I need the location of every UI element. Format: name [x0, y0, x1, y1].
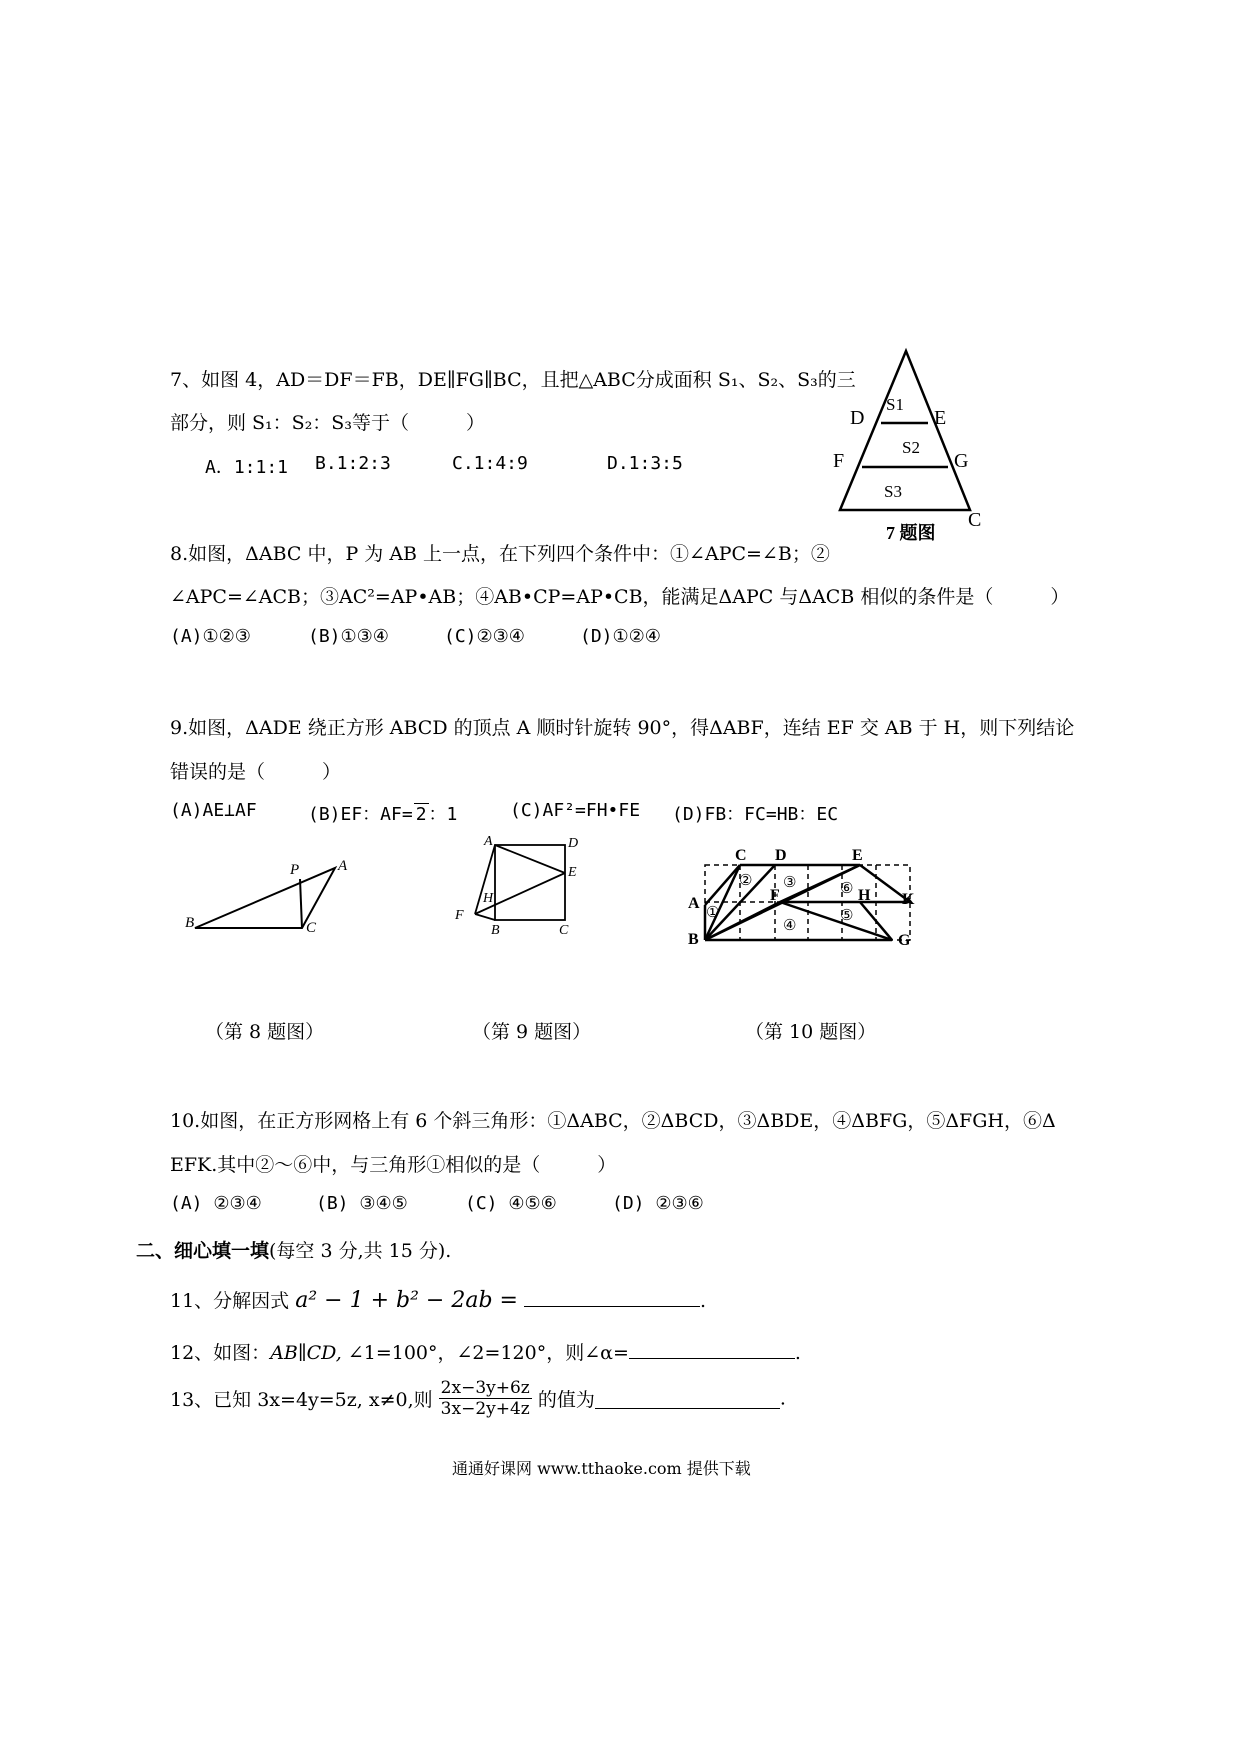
svg-text:S2 — [902, 438, 920, 457]
region-s3: S3 — [884, 482, 902, 501]
q11: 11、分解因式 a² − 1 + b² − 2ab = . — [170, 1288, 707, 1313]
label-k: K — [902, 891, 915, 908]
q7-option-a: A．1:1:1 — [205, 457, 289, 478]
footer: 通通好课网 www.tthaoke.com 提供下载 — [452, 1459, 751, 1478]
q10-option-c: (C) ④⑤⑥ — [465, 1193, 557, 1214]
svg-text:S1 — [886, 395, 904, 414]
label-e: E — [934, 407, 947, 429]
q12-answer-blank[interactable] — [629, 1338, 795, 1359]
label-d: D — [568, 836, 579, 851]
label-g: G — [898, 932, 911, 949]
q10-line1: 10.如图，在正方形网格上有 6 个斜三角形：①ΔABC，②ΔBCD，③ΔBDE，④ΔBFG，⑤ΔFGH，⑥Δ — [170, 1110, 1056, 1132]
q10-option-b: (B) ③④⑤ — [316, 1193, 408, 1214]
section-heading: 二、细心填一填(每空 3 分,共 15 分). — [136, 1240, 452, 1262]
region-s2: S2 — [902, 438, 920, 457]
q9-option-a: (A)AE⊥AF — [170, 800, 257, 821]
label-b: B — [688, 931, 699, 948]
label-a: A — [484, 834, 493, 849]
label-f: F — [833, 450, 845, 472]
label-p: P — [290, 862, 300, 878]
label-f: F — [770, 887, 780, 904]
label-e: E — [568, 865, 577, 880]
q9-option-b: (B)EF：AF= 2 ：1 — [308, 804, 458, 825]
q11-expression: a² − 1 + b² − 2ab = — [295, 1288, 518, 1313]
q9-figure-caption: （第 9 题图） — [472, 1021, 592, 1043]
label-c: C — [306, 920, 317, 936]
svg-text:S3 — [884, 482, 902, 501]
label-h: H — [483, 891, 494, 906]
q13: 13、已知 3x=4y=5z, x≠0,则 $\frac{2x-3y+6z}{3x-2y+4z}$ 的值为 . — [170, 1378, 786, 1419]
q9-option-c: (C)AF²=FH•FE — [510, 800, 641, 821]
q13-fraction: $\frac{2x-3y+6z}{3x-2y+4z}$ — [440, 1378, 530, 1419]
region-1: ① — [706, 905, 720, 921]
q9-line1: 9.如图，ΔADE 绕正方形 ABCD 的顶点 A 顺时针旋转 90°，得ΔABF，连结 EF 交 AB 于 H，则下列结论 — [170, 717, 1075, 739]
q9-option-d: (D)FB：FC=HB：EC — [672, 804, 839, 825]
label-b: B — [491, 923, 500, 938]
region-2: ② — [739, 873, 753, 889]
q12: 12、如图：AB∥CD, ∠1=100°，∠2=120°，则∠α= . — [170, 1338, 801, 1365]
q11-answer-blank[interactable] — [524, 1286, 700, 1307]
q13-answer-blank[interactable] — [595, 1388, 780, 1409]
q8-figure-caption: （第 8 题图） — [205, 1021, 325, 1043]
label-e: E — [852, 847, 863, 864]
q10-figure-caption: （第 10 题图） — [745, 1021, 877, 1043]
q7-triangle-figure — [820, 345, 1000, 545]
q8-option-d: (D)①②④ — [580, 626, 661, 647]
label-c: C — [559, 923, 569, 938]
q9-square-figure — [450, 830, 600, 940]
sqrt-sign: 2 — [415, 804, 427, 825]
q8-option-c: (C)②③④ — [444, 626, 525, 647]
q7-figure-caption: 7 题图 — [886, 523, 936, 543]
label-a: A — [338, 858, 348, 874]
q8-option-b: (B)①③④ — [308, 626, 389, 647]
q7-option-b: B.1:2:3 — [315, 453, 391, 474]
region-4: ④ — [783, 918, 797, 934]
region-s1: S1 — [886, 395, 904, 414]
q10-line2: EFK.其中②～⑥中，与三角形①相似的是（ ） — [170, 1154, 617, 1176]
q8-line2: ∠APC=∠ACB；③AC²=AP•AB；④AB•CP=AP•CB，能满足ΔAPC 与ΔACB 相似的条件是（ ） — [170, 586, 1070, 608]
q7-option-d: D.1:3:5 — [607, 453, 683, 474]
q10-option-d: (D) ②③⑥ — [612, 1193, 704, 1214]
label-g: G — [954, 450, 969, 472]
q7-option-c: C.1:4:9 — [452, 453, 528, 474]
q10-grid-figure — [680, 840, 930, 960]
q8-option-a: (A)①②③ — [170, 626, 251, 647]
label-c: C — [968, 509, 982, 531]
label-b: B — [185, 915, 195, 931]
label-h: H — [858, 887, 871, 904]
region-6: ⑥ — [840, 881, 854, 897]
label-d: D — [850, 407, 865, 429]
region-5: ⑤ — [840, 908, 854, 924]
label-c: C — [735, 847, 747, 864]
q7-line2: 部分，则 S₁：S₂：S₃等于（ ） — [170, 412, 485, 434]
q8-triangle-figure — [180, 850, 360, 950]
q8-line1: 8.如图，ΔABC 中，P 为 AB 上一点，在下列四个条件中：①∠APC=∠B；② — [170, 543, 830, 565]
label-d: D — [775, 847, 787, 864]
region-3: ③ — [783, 875, 797, 891]
label-f: F — [455, 908, 464, 923]
label-a: A — [688, 895, 700, 912]
q7-line1: 7、如图 4，AD＝DF＝FB，DE∥FG∥BC，且把△ABC分成面积 S₁、S₂、S₃的三 — [170, 369, 856, 391]
q10-option-a: (A) ②③④ — [170, 1193, 262, 1214]
q9-line2: 错误的是（ ） — [170, 761, 342, 783]
